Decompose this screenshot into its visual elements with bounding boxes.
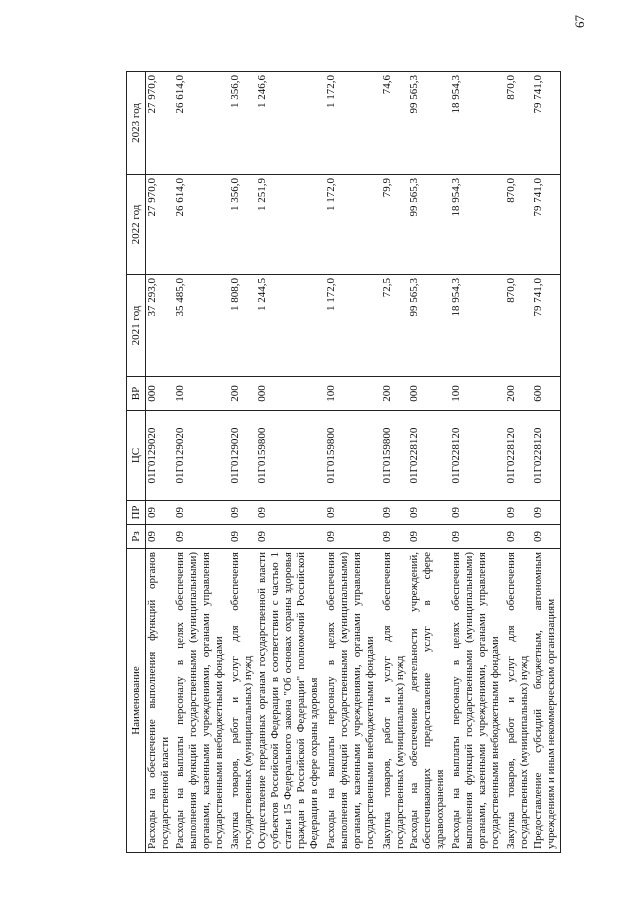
cell-cs: 01Г0129020 [146, 411, 174, 501]
cell-y2023: 870,0 [505, 72, 533, 175]
cell-name: Расходы на обеспечение выполнения функций органов государственной власти [146, 549, 174, 853]
cell-rz: 09 [229, 525, 257, 549]
cell-name: Расходы на обеспечение деятельности учреждений, обеспечивающих предоставление услуг в сфере здравоохранения [408, 549, 449, 853]
cell-cs: 01Г0129020 [229, 411, 257, 501]
cell-name: Закупка товаров, работ и услуг для обеспечения государственных (муниципальных) нужд [381, 549, 409, 853]
cell-rz: 09 [325, 525, 380, 549]
cell-vr: 000 [256, 377, 325, 411]
budget-table [126, 71, 561, 853]
cell-y2023: 1 172,0 [325, 72, 380, 175]
cell-name: Закупка товаров, работ и услуг для обеспечения государственных (муниципальных) нужд [505, 549, 533, 853]
cell-y2022: 79 741,0 [532, 175, 560, 275]
cell-rz: 09 [256, 525, 325, 549]
cell-name: Расходы на выплаты персоналу в целях обеспечения выполнения функций государственными (муниципальными) органами, казенными учреждениями, органами управления государственными внебюджетными фондами [174, 549, 229, 853]
table-row [408, 72, 449, 853]
cell-y2023: 26 614,0 [174, 72, 229, 175]
cell-y2022: 870,0 [505, 175, 533, 275]
cell-cs: 01Г0129020 [174, 411, 229, 501]
header-2021: 2021 год [127, 275, 146, 377]
cell-pr: 09 [174, 501, 229, 525]
cell-y2022: 27 970,0 [146, 175, 174, 275]
cell-y2022: 79,9 [381, 175, 409, 275]
cell-cs: 01Г0228120 [408, 411, 449, 501]
cell-y2021: 79 741,0 [532, 275, 560, 377]
cell-y2021: 1 172,0 [325, 275, 380, 377]
cell-y2021: 18 954,3 [450, 275, 505, 377]
cell-y2023: 79 741,0 [532, 72, 560, 175]
table-row [229, 72, 257, 853]
cell-y2023: 99 565,3 [408, 72, 449, 175]
cell-pr: 09 [381, 501, 409, 525]
cell-y2021: 72,5 [381, 275, 409, 377]
table-row [256, 72, 325, 853]
cell-name: Осуществление переданных органам государственной власти субъектов Российской Федерации в соответствии с частью 1 статьи 15 Федерального закона "Об основах охраны здоровья граждан в Российской Федерации" полномочий Российской Федерации в сфере охраны здоровья [256, 549, 325, 853]
cell-name: Закупка товаров, работ и услуг для обеспечения государственных (муниципальных) нужд [229, 549, 257, 853]
header-2022: 2022 год [127, 175, 146, 275]
cell-y2021: 870,0 [505, 275, 533, 377]
table-header-row [127, 72, 146, 853]
table-row [381, 72, 409, 853]
cell-vr: 600 [532, 377, 560, 411]
cell-y2023: 74,6 [381, 72, 409, 175]
cell-pr: 09 [450, 501, 505, 525]
header-rz: Рз [127, 525, 146, 549]
cell-rz: 09 [532, 525, 560, 549]
header-2023: 2023 год [127, 72, 146, 175]
budget-table-container [126, 72, 561, 853]
cell-cs: 01Г0228120 [450, 411, 505, 501]
cell-vr: 100 [174, 377, 229, 411]
cell-pr: 09 [408, 501, 449, 525]
cell-y2023: 1 356,0 [229, 72, 257, 175]
cell-y2022: 1 356,0 [229, 175, 257, 275]
cell-vr: 200 [505, 377, 533, 411]
cell-rz: 09 [408, 525, 449, 549]
cell-y2022: 99 565,3 [408, 175, 449, 275]
table-row [450, 72, 505, 853]
cell-y2023: 18 954,3 [450, 72, 505, 175]
cell-vr: 200 [381, 377, 409, 411]
cell-y2023: 27 970,0 [146, 72, 174, 175]
cell-y2021: 37 293,0 [146, 275, 174, 377]
cell-pr: 09 [256, 501, 325, 525]
header-vr: ВР [127, 377, 146, 411]
cell-pr: 09 [532, 501, 560, 525]
page-number: 67 [572, 15, 587, 28]
table-row [505, 72, 533, 853]
cell-vr: 000 [408, 377, 449, 411]
header-pr: ПР [127, 501, 146, 525]
table-row [146, 72, 174, 853]
cell-y2021: 35 485,0 [174, 275, 229, 377]
cell-cs: 01Г0228120 [532, 411, 560, 501]
cell-y2022: 18 954,3 [450, 175, 505, 275]
cell-cs: 01Г0228120 [505, 411, 533, 501]
cell-cs: 01Г0159800 [256, 411, 325, 501]
cell-y2022: 1 172,0 [325, 175, 380, 275]
table-row [532, 72, 560, 853]
table-row [174, 72, 229, 853]
cell-cs: 01Г0159800 [381, 411, 409, 501]
cell-cs: 01Г0159800 [325, 411, 380, 501]
cell-y2021: 99 565,3 [408, 275, 449, 377]
table-body [146, 72, 561, 853]
cell-rz: 09 [146, 525, 174, 549]
header-name: Наименование [127, 549, 146, 853]
cell-name: Расходы на выплаты персоналу в целях обеспечения выполнения функций государственными (муниципальными) органами, казенными учреждениями, органами управления государственными внебюджетными фондами [325, 549, 380, 853]
cell-name: Расходы на выплаты персоналу в целях обеспечения выполнения функций государственными (муниципальными) органами, казенными учреждениями, органами управления государственными внебюджетными фондами [450, 549, 505, 853]
cell-vr: 000 [146, 377, 174, 411]
cell-y2022: 26 614,0 [174, 175, 229, 275]
cell-pr: 09 [146, 501, 174, 525]
cell-y2022: 1 251,9 [256, 175, 325, 275]
cell-rz: 09 [381, 525, 409, 549]
cell-rz: 09 [174, 525, 229, 549]
cell-rz: 09 [505, 525, 533, 549]
cell-y2021: 1 808,0 [229, 275, 257, 377]
cell-vr: 200 [229, 377, 257, 411]
cell-vr: 100 [325, 377, 380, 411]
cell-vr: 100 [450, 377, 505, 411]
cell-y2021: 1 244,5 [256, 275, 325, 377]
cell-pr: 09 [325, 501, 380, 525]
cell-name: Предоставление субсидий бюджетным, автономным учреждениям и иным некоммерческим организациям [532, 549, 560, 853]
cell-pr: 09 [505, 501, 533, 525]
cell-y2023: 1 246,6 [256, 72, 325, 175]
header-cs: ЦС [127, 411, 146, 501]
table-row [325, 72, 380, 853]
cell-rz: 09 [450, 525, 505, 549]
cell-pr: 09 [229, 501, 257, 525]
